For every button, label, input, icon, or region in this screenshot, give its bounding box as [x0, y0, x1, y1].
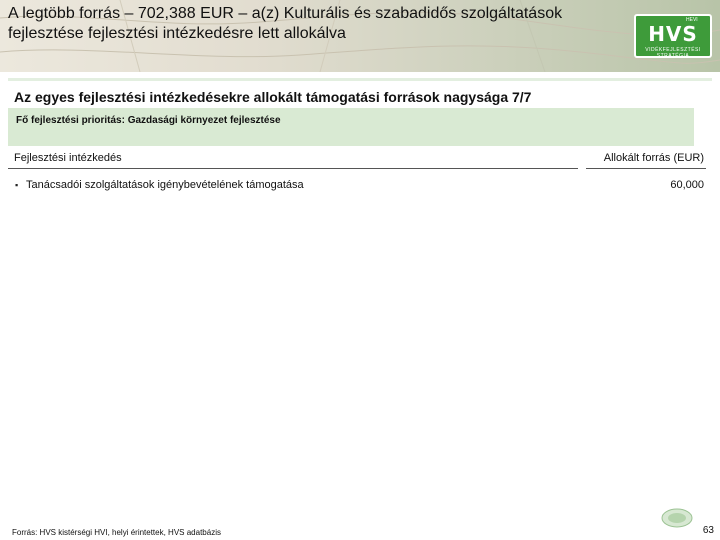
column-header-allocation: Allokált forrás (EUR)	[603, 152, 704, 164]
section-title-bar	[8, 78, 712, 109]
page-title-line2: fejlesztése fejlesztési intézkedésre lett allokálva	[8, 25, 346, 42]
page-title-line1: A legtöbb forrás – 702,388 EUR – a(z) Kulturális és szabadidős szolgáltatások	[8, 5, 563, 22]
header-banner	[0, 0, 720, 72]
priority-label: Fő fejlesztési prioritás: Gazdasági környezet fejlesztése	[16, 115, 281, 126]
table-row-label: Tanácsadói szolgáltatások igénybevételének támogatása	[26, 179, 304, 191]
footer-logo-icon	[660, 507, 694, 529]
column-header-measure: Fejlesztési intézkedés	[14, 152, 122, 164]
section-title: Az egyes fejlesztési intézkedésekre allokált támogatási források nagysága 7/7	[14, 89, 532, 105]
header-rule-left	[8, 168, 578, 169]
page-title	[8, 4, 618, 44]
table-row-value: 60,000	[670, 179, 704, 191]
bullet-icon: ▪	[15, 180, 19, 190]
hvs-logo	[634, 14, 712, 58]
logo-sub-text: VIDÉKFEJLESZTÉSI STRATÉGIA	[645, 47, 701, 59]
priority-box	[8, 108, 694, 146]
page-number: 63	[702, 525, 714, 536]
source-note: Forrás: HVS kistérségi HVI, helyi érintettek, HVS adatbázis	[12, 528, 221, 537]
logo-main-text: HVS	[648, 22, 698, 46]
header-rule-right	[586, 168, 706, 169]
logo-top-text: HEVI	[686, 17, 698, 23]
